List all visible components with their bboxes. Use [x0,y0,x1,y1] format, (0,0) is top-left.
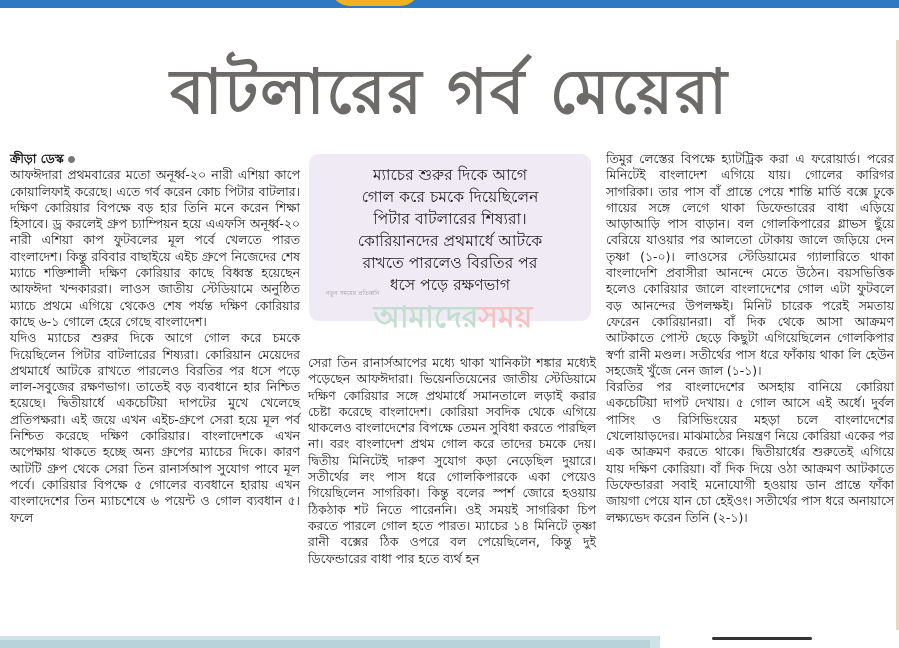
pull-quote-line: পিটার বাটলারের শিষ্যরা। [373,210,527,228]
byline-bullet-icon [68,156,75,163]
article-column-3 [606,151,894,526]
pull-quote-line: গোল করে চমকে দিয়েছিলেন [361,188,539,206]
pull-quote-line: ধসে পড়ে রক্ষণভাগ [389,276,511,294]
article-headline: বাটলারের গর্ব মেয়েরা [170,55,729,128]
byline: ক্রীড়া ডেস্ক [10,151,64,166]
watermark-part-1: আমাদের [373,300,479,335]
next-headline-mark [712,637,812,640]
column-1-paragraph-2: যদিও ম্যাচের শুরুর দিকে আগে গোল করে চমকে দিয়েছিলেন পিটার বাটলারের শিষ্যরা। কোরিয়ান মেয়েদের প্রথমার্ধে আটকে রাখতে পারলেও বিরতির পর ধসে পড়ে লাল-সবুজের রক্ষণভাগ। তাতেই বড় ব্যবধানে হার নিশ্চিত হয়েছে। দ্বিতীয়ার্ধে একচেটিয়া দাপটের মুখে খেলেছে প্রতিপক্ষরা। এই জয়ে এখন এইচ-গ্রুপে সেরা হয়ে মূল পর্ব নিশ্চিত করেছে দক্ষিণ কোরিয়ার। বাংলাদেশকে এখন অপেক্ষায় থাকতে হচ্ছে অন্য গ্রুপের ম্যাচের দিকে। কারণ আটটি গ্রুপ থেকে সেরা তিন রানার্সআপ সুযোগ পাবে মূল পর্বে। কোরিয়ার বিপক্ষে ৫ গোলের ব্যবধানে হারায় এখন বাংলাদেশের তিন ম্যাচশেষে ৬ পয়েন্ট ও গোল ব্যবধান ৫। ফলে [10,330,300,525]
pull-quote-line: কোরিয়ানদের প্রথমার্ধে আটকে [357,232,543,250]
article-column-1 [10,151,300,526]
publisher-watermark-logo [318,288,588,354]
column-1-paragraph-1 [10,151,300,330]
column-3-paragraph-2: বিরতির পর বাংলাদেশের অসহায় বানিয়ে কোরিয়া একচেটিয়া দাপট দেখায়। ৫ গোল আসে এই অর্ধে। দুর্বল পাসিং ও রিসিভিংয়ের মহড়া চলে বাংলাদেশের খেলোয়াড়দের। মাঝমাঠের নিয়ন্ত্রণ নিয়ে কোরিয়া একের পর এক আক্রমণ করতে থাকে। দ্বিতীয়ার্ধের শুরুতেই এগিয়ে যায় দক্ষিণ কোরিয়া। বাঁ দিক দিয়ে ওঠা আক্রমণ আটকাতে ডিফেন্ডাররা সবাই মনোযোগী হওয়ায় ডান প্রান্তে ফাঁকা জায়গা পেয়ে যান চো হেইওং। সতীর্থের পাস ধরে অনায়াসে লক্ষ্যভেদ করেন তিনি (২-১)। [606,379,894,525]
pull-quote-line: রাখতে পারলেও বিরতির পর [362,254,538,272]
bottom-photo-strip-inner [0,640,650,648]
bottom-photo-strip [0,636,660,648]
watermark-wordmark [374,298,533,338]
column-2-paragraph: সেরা তিন রানার্সআপের মধ্যে থাকা খানিকটা শঙ্কার মধ্যেই পড়েছেন আফঈদারা। ভিয়েনতিয়েনের জাতীয় স্টেডিয়ামে দক্ষিণ কোরিয়ার সঙ্গে প্রথমার্ধে সমানতালে লড়াই করার চেষ্টা করেছে বাংলাদেশ। কোরিয়া সবদিক থেকে এগিয়ে থাকলেও বাংলাদেশের বিপক্ষে তেমন সুবিধা করতে পারছিল না। বরং বাংলাদেশ প্রথম গোল করে তাদের চমকে দেয়। দ্বিতীয় মিনিটেই দারুণ সুযোগ কড়া নেড়েছিল দুয়ারে। সতীর্থের লং পাস ধরে গোলকিপারকে একা পেয়েও গিয়েছিলেন সাগরিকা। কিন্তু বলের স্পর্শ জোরে হওয়ায় ঠিকঠাক শট নিতে পারেননি। ওই সময়ই সাগরিকা চিপ করতে পারলে গোল হতে পারত। ম্যাচের ১৪ মিনিটে তৃষ্ণা রানী বক্সের ঠিক ওপরে বল পেয়েছিলেন, কিন্তু দুই ডিফেন্ডারের বাধা পার হতে ব্যর্থ হন [308,355,596,566]
watermark-tagline: নতুন সময়ের প্রতিধ্বনি [326,290,380,297]
next-headline-fragment [712,633,832,648]
column-1-paragraph-1-text: আফঈদারা প্রথমবারের মতো অনূর্ধ্ব-২০ নারী এশিয়া কাপে কোয়ালিফাই করেছে। এতে গর্ব করেন কোচ পিটার বাটলার। দক্ষিণ কোরিয়ার বিপক্ষে বড় হার তিনি মনে করেন শিক্ষা হিসাবে। ড্র করলেই গ্রুপ চ্যাম্পিয়ন হয়ে এএফসি অনূর্ধ্ব-২০ নারী এশিয়া কাপ ফুটবলের মূল পর্বে খেলতে পারত বাংলাদেশ। কিন্তু রবিবার বাছাইয়ে এইচ গ্রুপে নিজেদের শেষ ম্যাচে শক্তিশালী দক্ষিণ কোরিয়ার কাছে বিধ্বস্ত হয়েছেন আফঈদা খন্দকাররা। লাওস জাতীয় স্টেডিয়ামে অনুষ্ঠিত ম্যাচে প্রথমে এগিয়ে থেকেও শেষ পর্যন্ত দক্ষিণ কোরিয়ার কাছে ৬-১ গোলে হেরে গেছে বাংলাদেশ। [10,167,300,329]
article-column-2 [308,355,596,567]
column-3-paragraph-1: তিমুর লেস্তের বিপক্ষে হ্যাটট্রিক করা এ ফরোয়ার্ড। পরের মিনিটেই বাংলাদেশ এগিয়ে যায়। গোলের কারিগর সাগরিকা। তার পাস বাঁ প্রান্তে পেয়ে শান্তি মার্ডি বক্সে ঢুকে গায়ের সঙ্গে লেগে থাকা ডিফেন্ডারের বাধা এড়িয়ে আড়াআড়ি পাস বাড়ান। বল গোলকিপারের গ্লাভস ছুঁয়ে বেরিয়ে যাওয়ার পর আলতো টোকায় জালে জড়িয়ে দেন তৃষ্ণা (১-০)। লাওসের স্টেডিয়ামের গ্যালারিতে থাকা বাংলাদেশি প্রবাসীরা আনন্দে মেতে উঠেন। বয়সভিত্তিক হলেও কোরিয়ার জালে বাংলাদেশের গোল এটা ফুটবলে বড় আনন্দের উপলক্ষই। মিনিট চারেক পরেই সমতায় ফেরেন কোরিয়ানরা। বাঁ দিক থেকে আসা আক্রমণ আটকাতে পোস্ট ছেড়ে কিছুটা এগিয়েছিলেন গোলকিপার স্বর্ণা রানী মণ্ডল। সতীর্থের পাস ধরে ফাঁকায় থাকা লি হেউন সহজেই খুঁজে নেন জাল (১-১)। [606,151,894,378]
top-color-rule [0,0,899,8]
pull-quote-line: ম্যাচের শুরুর দিকে আগে [372,166,528,184]
watermark-part-2: সময় [478,300,533,335]
